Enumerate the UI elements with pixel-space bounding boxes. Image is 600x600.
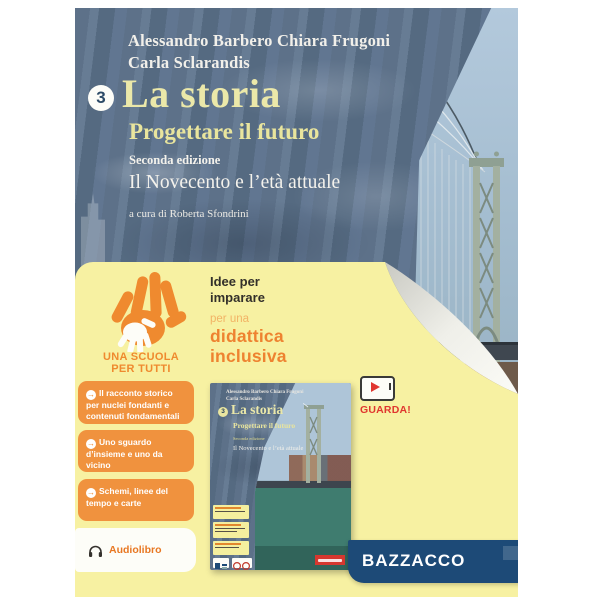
series-line1: Idee per bbox=[210, 274, 260, 289]
mini-volume-badge: 3 bbox=[218, 407, 228, 417]
mini-label-chip bbox=[213, 505, 249, 519]
sticker-shine bbox=[503, 546, 518, 560]
mini-volume-subject: Il Novecento e l’età attuale bbox=[233, 445, 304, 452]
guarda-label: GUARDA! bbox=[360, 404, 411, 416]
mini-cover-thumbnail bbox=[210, 383, 351, 570]
zanichelli-logo bbox=[315, 555, 345, 565]
authors bbox=[128, 30, 390, 74]
sticker-label: BAZZACCO bbox=[362, 551, 466, 570]
hands-inclusion-icon bbox=[97, 270, 189, 352]
mini-authors: Alessandro Barbero Chiara Frugoni Carla Sclarandis bbox=[226, 390, 304, 402]
series-line5: inclusiva bbox=[210, 346, 287, 366]
book-subtitle: Progettare il futuro bbox=[129, 119, 320, 144]
mini-label-chip bbox=[213, 541, 249, 555]
book-cover bbox=[75, 8, 518, 597]
caption-line1: UNA SCUOLA bbox=[103, 351, 179, 363]
painted-skyline bbox=[81, 193, 105, 267]
arrow-circle-icon: → bbox=[87, 390, 95, 399]
series-line4: didattica bbox=[210, 326, 284, 346]
arrow-circle-icon: → bbox=[87, 439, 95, 448]
video-play-icon bbox=[360, 376, 395, 401]
edition-label: Seconda edizione bbox=[129, 153, 221, 167]
curator-credit: a cura di Roberta Sfondrini bbox=[129, 208, 249, 220]
authors-line1: Alessandro Barbero Chiara Frugoni bbox=[128, 31, 391, 50]
volume-badge: 3 bbox=[88, 85, 114, 111]
mini-bridge-tower bbox=[303, 403, 325, 483]
audiobook-chip bbox=[75, 528, 196, 572]
caption-line2: PER TUTTI bbox=[111, 363, 171, 375]
guarda-block bbox=[360, 376, 418, 416]
book-title: La storia bbox=[122, 71, 281, 116]
hand-logo-caption bbox=[91, 351, 191, 375]
feature-text-1: Il racconto storico per nuclei fondanti e contenuti fondamentali bbox=[86, 388, 180, 421]
series-line3: per una bbox=[210, 313, 250, 325]
feature-box-2 bbox=[78, 430, 194, 472]
authors-line2: Carla Sclarandis bbox=[128, 53, 250, 72]
mini-title: La storia bbox=[231, 402, 284, 417]
feature-box-3 bbox=[78, 479, 194, 521]
mini-water bbox=[255, 488, 351, 546]
feature-box-1 bbox=[78, 381, 194, 424]
mini-label-chip bbox=[213, 522, 249, 538]
feature-text-2: Uno sguardo d’insieme e uno da vicino bbox=[86, 437, 163, 470]
series-line2: imparare bbox=[210, 290, 265, 305]
headphones-icon bbox=[88, 544, 103, 557]
mini-certification-logo bbox=[213, 558, 229, 568]
feature-text-3: Schemi, linee del tempo e carte bbox=[86, 486, 168, 508]
audiobook-label: Audiolibro bbox=[109, 544, 162, 556]
series-title bbox=[210, 274, 340, 366]
mini-edition: Seconda edizione bbox=[233, 436, 265, 441]
arrow-circle-icon: → bbox=[87, 488, 95, 497]
mini-quality-seals bbox=[232, 558, 252, 568]
volume-subject: Il Novecento e l’età attuale bbox=[129, 172, 341, 193]
bazzacco-sticker bbox=[348, 540, 518, 583]
mini-subtitle: Progettare il futuro bbox=[233, 421, 296, 430]
